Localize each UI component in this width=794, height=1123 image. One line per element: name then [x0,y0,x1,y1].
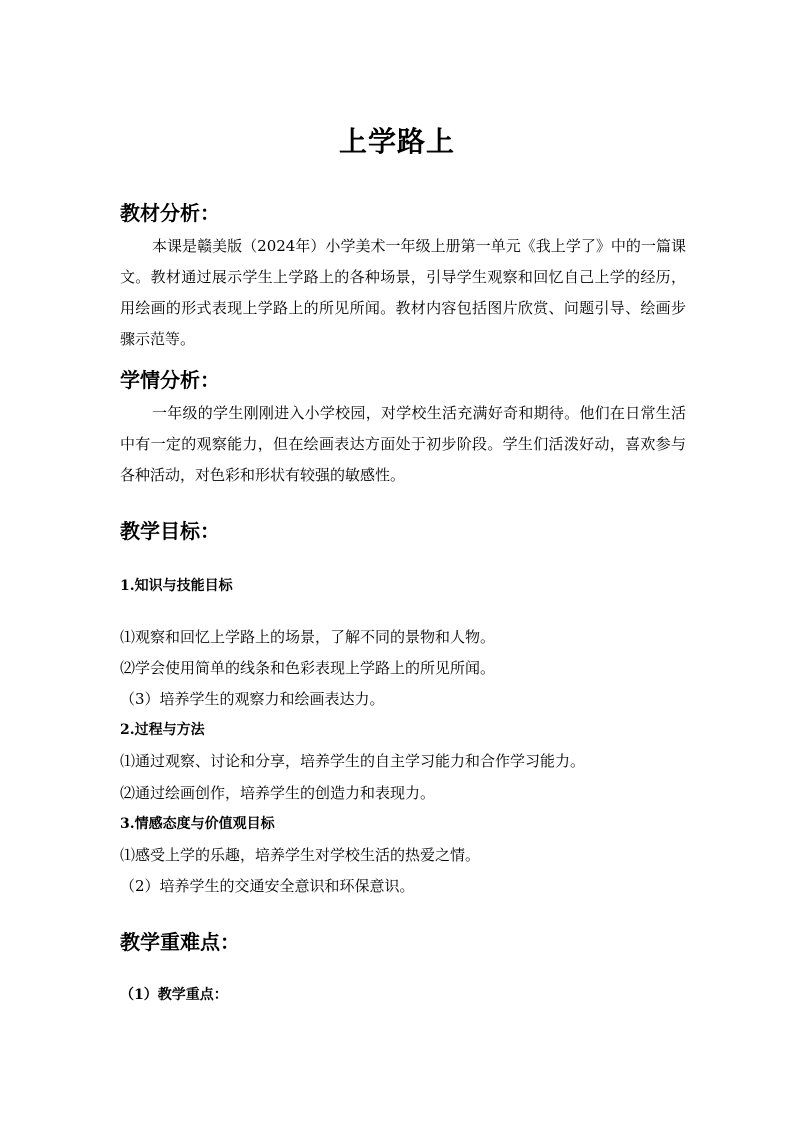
subheading-emotion-values: 3.情感态度与价值观目标 [120,816,275,832]
document-title: 上学路上 [338,125,455,158]
goal-item: ⑵学会使用简单的线条和色彩表现上学路上的所见所闻。 [120,659,496,677]
subheading-knowledge-goals: 1.知识与技能目标 [120,578,233,594]
goal-item: ⑴通过观察、讨论和分享，培养学生的自主学习能力和合作学习能力。 [120,752,586,770]
goal-item: （3）培养学生的观察力和绘画表达力。 [120,690,385,708]
heading-student-analysis: 学情分析： [120,368,220,392]
subheading-teaching-focus: （1）教学重点： [120,987,228,1003]
goal-item: ⑴感受上学的乐趣，培养学生对学校生活的热爱之情。 [120,846,481,864]
heading-key-difficult-points: 教学重难点： [120,930,240,954]
heading-textbook-analysis: 教材分析： [120,201,220,225]
goal-item: ⑵通过绘画创作，培养学生的创造力和表现力。 [120,784,436,802]
paragraph-student-analysis: 一年级的学生刚刚进入小学校园，对学校生活充满好奇和期待。他们在日常生活中有一定的观察能力，但在绘画表达方面处于初步阶段。学生们活泼好动，喜欢参与各种活动，对色彩和形状有较强的敏感性。 [120,404,686,484]
subheading-process-methods: 2.过程与方法 [120,722,205,738]
heading-teaching-goals: 教学目标： [120,519,220,543]
goal-item: ⑴观察和回忆上学路上的场景，了解不同的景物和人物。 [120,628,496,646]
paragraph-textbook-analysis: 本课是赣美版（2024年）小学美术一年级上册第一单元《我上学了》中的一篇课文。教材通过展示学生上学路上的各种场景，引导学生观察和回忆自己上学的经历，用绘画的形式表现上学路上的所见所闻。教材内容包括图片欣赏、问题引导、绘画步骤示范等。 [120,237,686,348]
goal-item: （2）培养学生的交通安全意识和环保意识。 [120,877,415,895]
